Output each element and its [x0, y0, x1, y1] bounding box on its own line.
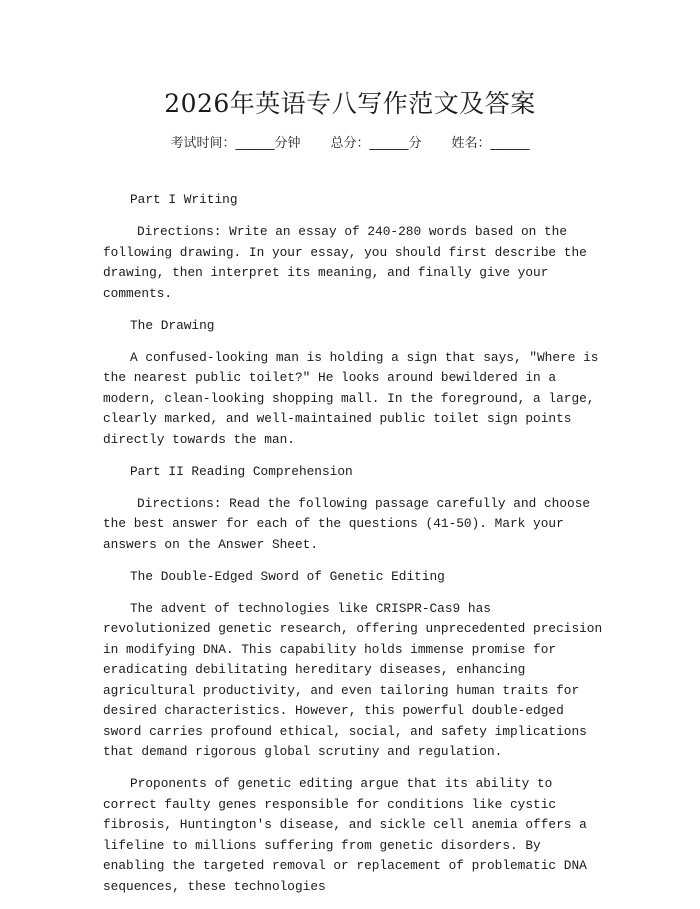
document-title: 2026年英语专八写作范文及答案 [164, 89, 536, 118]
section-heading-writing: Part I Writing [130, 192, 238, 207]
document-body [103, 190, 603, 909]
passage-paragraph-1: The advent of technologies like CRISPR-Cas9 has revolutionized genetic research, offering unprecedented precision in modifying DNA. This capability holds immense promise for eradicating debilitating hereditary diseases, enhancing agricultural productivity, and even tailoring human traits for desired characteristics. However, this powerful double-edged sword carries profound ethical, social, and safety implications that demand rigorous global scrutiny and regulation. [103, 600, 603, 759]
writing-directions: Directions: Write an essay of 240-280 words based on the following drawing. In your essay, you should first describe the drawing, then interpret its meaning, and finally give your comments. [103, 224, 587, 301]
passage-title: The Double-Edged Sword of Genetic Editing [130, 568, 445, 584]
reading-directions: Directions: Read the following passage carefully and choose the best answer for each of the questions (41-50). Mark your answers on the Answer Sheet. [103, 495, 591, 552]
section-heading-reading: Part II Reading Comprehension [130, 463, 353, 479]
drawing-heading: The Drawing [130, 317, 215, 333]
total-score-field: 总分：______分 [330, 136, 422, 151]
drawing-description: A confused-looking man is holding a sign that says, "Where is the nearest public toilet?" He looks around bewildered in a modern, clean-looking shopping mall. In the foreground, a large, clearly marked, and well-maintained public toilet sign points directly towards the man. [103, 349, 599, 447]
name-field: 姓名：______ [451, 136, 530, 151]
exam-info-bar [0, 132, 700, 151]
passage-paragraph-2: Proponents of genetic editing argue that its ability to correct faulty genes responsible for conditions like cystic fibrosis, Huntington's disease, and sickle cell anemia offers a lifeline to millions suffering from genetic disorders. By enabling the targeted removal or replacement of problematic DNA sequences, these technologies [103, 776, 587, 894]
exam-time-field: 考试时间：______分钟 [170, 136, 301, 151]
